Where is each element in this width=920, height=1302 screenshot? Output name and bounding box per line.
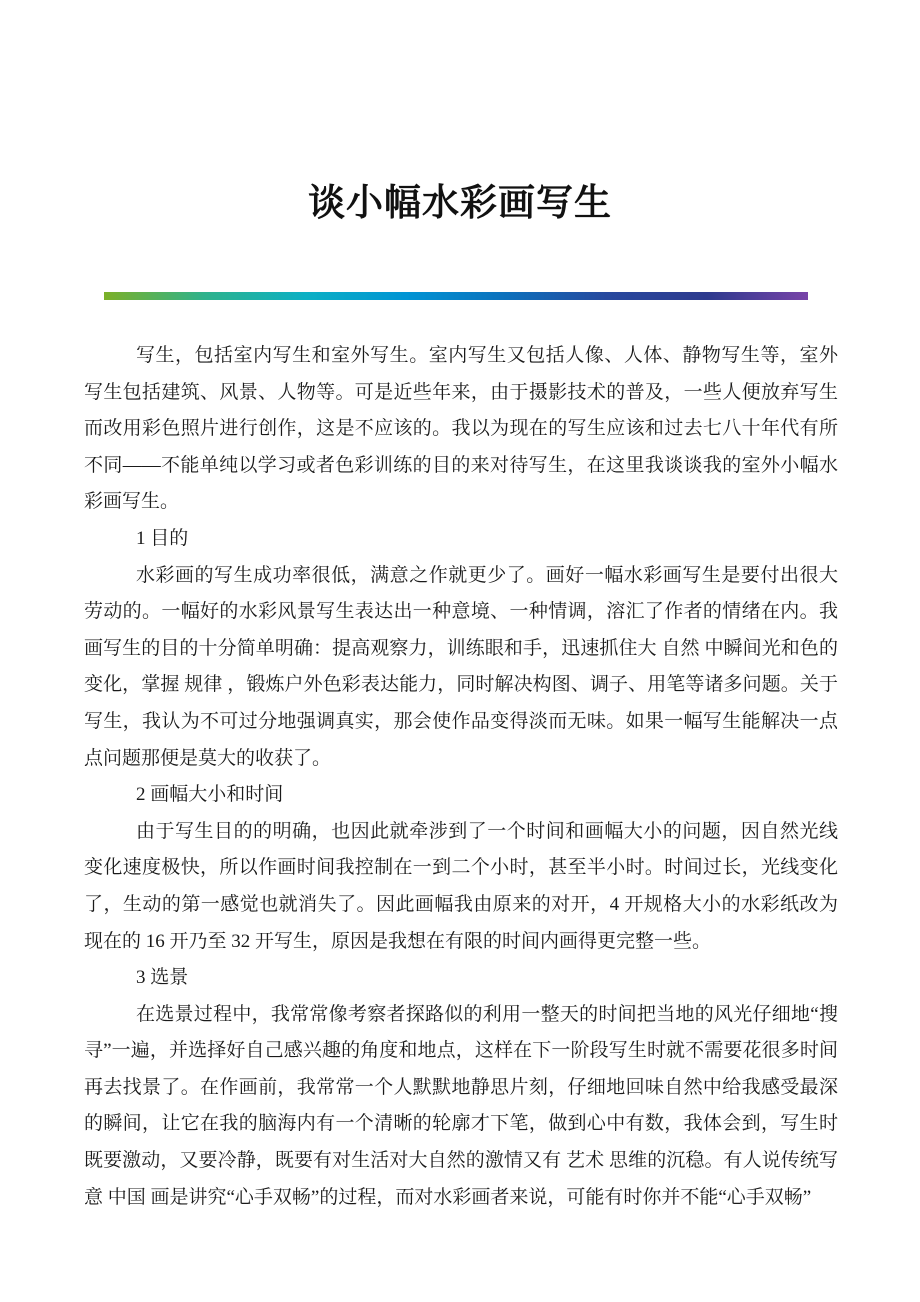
document-title: 谈小幅水彩画写生 xyxy=(308,183,612,224)
section-heading-purpose: 1 目的 xyxy=(136,527,189,549)
gradient-divider xyxy=(104,292,808,300)
paragraph-intro: 写生，包括室内写生和室外写生。室内写生又包括人像、人体、静物写生等，室外写生包括建筑、风景、人物等。可是近些年来，由于摄影技术的普及，一些人便放弃写生而改用彩色照片进行创作，这是不应该的。我以为现在的写生应该和过去七八十年代有所不同——不能单纯以学习或者色彩训练的目的来对待写生，在这里我谈谈我的室外小幅水彩画写生。 xyxy=(84,345,838,513)
section-heading-scene-selection: 3 选景 xyxy=(136,967,189,989)
paragraph-size-and-time: 由于写生目的的明确，也因此就牵涉到了一个时间和画幅大小的问题，因自然光线变化速度极快，所以作画时间我控制在一到二个小时，甚至半小时。时间过长，光线变化了，生动的第一感觉也就消失了。因此画幅我由原来的对开，4 开规格大小的水彩纸改为现在的 16 开乃至 32 开写生，原因是我想在有限的时间内画得更完整一些。 xyxy=(84,820,838,952)
document-body xyxy=(84,338,838,1216)
paragraph-purpose: 水彩画的写生成功率很低，满意之作就更少了。画好一幅水彩画写生是要付出很大劳动的。一幅好的水彩风景写生表达出一种意境、一种情调，溶汇了作者的情绪在内。我画写生的目的十分简单明确：提高观察力，训练眼和手，迅速抓住大 自然 中瞬间光和色的变化，掌握 规律 ，锻炼户外色彩表达能力，同时解决构图、调子、用笔等诸多问题。关于写生，我认为不可过分地强调真实，那会使作品变得淡而无味。如果一幅写生能解决一点点问题那便是莫大的收获了。 xyxy=(84,564,838,769)
paragraph-scene-selection: 在选景过程中，我常常像考察者探路似的利用一整天的时间把当地的风光仔细地“搜寻”一遍，并选择好自己感兴趣的角度和地点，这样在下一阶段写生时就不需要花很多时间再去找景了。在作画前，我常常一个人默默地静思片刻，仔细地回味自然中给我感受最深的瞬间，让它在我的脑海内有一个清晰的轮廓才下笔，做到心中有数，我体会到，写生时既要激动，又要冷静，既要有对生活对大自然的激情又有 艺术 思维的沉稳。有人说传统写意 中国 画是讲究“心手双畅”的过程，而对水彩画者来说，可能有时你并不能“心手双畅” xyxy=(84,1003,838,1208)
section-heading-size-and-time: 2 画幅大小和时间 xyxy=(136,784,284,806)
